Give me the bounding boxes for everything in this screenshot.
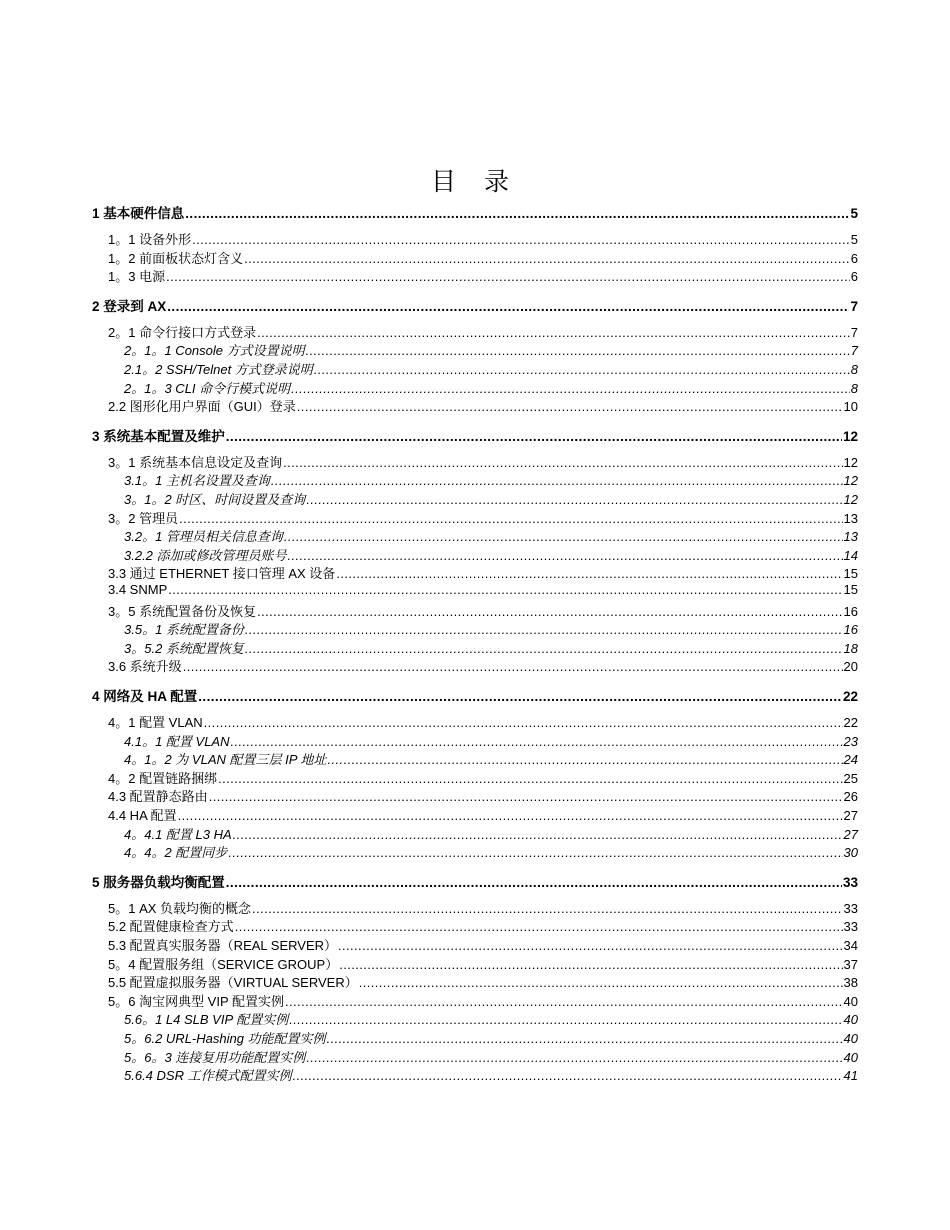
toc-page-number: 16 [843,622,858,638]
toc-entry-label: 4。1。2 为 VLAN 配置三层 IP 地址 [124,752,327,768]
toc-page-number: 23 [843,733,858,749]
dot-leader [336,566,842,581]
toc-entry-label: 3 系统基本配置及维护 [92,428,225,444]
toc-entry-label: 5.6.4 DSR 工作模式配置实例 [124,1068,292,1084]
dot-leader [257,604,842,619]
toc-page-number: 13 [843,529,858,545]
toc-entry-label: 4.3 配置静态路由 [108,789,208,805]
toc-page-number: 37 [843,956,858,972]
toc-subsection-entry[interactable] [124,489,858,505]
toc-entry-label: 4.1。1 配置 VLAN [124,733,230,749]
toc-entry-label: 1。2 前面板状态灯含义 [108,250,244,266]
toc-entry-label: 4。2 配置链路捆绑 [108,770,218,786]
dot-leader [306,343,850,358]
toc-subsection-entry[interactable] [124,526,858,545]
toc-page-number: 27 [843,826,858,842]
toc-entry-label: 5.5 配置虚拟服务器（VIRTUAL SERVER） [108,975,358,991]
toc-subsection-entry[interactable] [124,749,858,768]
toc-section-entry[interactable] [108,768,858,784]
dot-leader [185,206,849,221]
dot-leader [257,325,850,340]
dot-leader [306,1050,842,1065]
dot-leader [293,1068,843,1083]
toc-entry-label: 5。4 配置服务组（SERVICE GROUP） [108,956,339,972]
dot-leader [289,1012,842,1027]
dot-leader [245,622,843,637]
toc-page-number: 34 [843,938,858,953]
toc-page-number: 7 [850,343,858,359]
toc-page-number: 16 [843,603,858,619]
toc-section-entry[interactable] [108,805,858,821]
toc-entry-label: 5。6.2 URL-Hashing 功能配置实例 [124,1031,326,1046]
toc-section-entry[interactable] [108,396,858,415]
toc-page-number: 13 [843,510,858,526]
toc-entry-label: 3.2。1 管理员相关信息查询 [124,529,283,545]
toc-page-number: 22 [842,689,858,704]
page-title: 目 录 [431,167,519,196]
dot-leader [233,827,843,842]
toc-subsection-entry[interactable] [124,1028,858,1044]
toc-entry-label: 3.2.2 添加或修改管理员账号 [124,547,287,563]
toc-page-number: 26 [843,789,858,805]
dot-leader [226,875,842,890]
toc-page-number: 33 [842,874,858,890]
dot-leader [167,299,849,314]
dot-leader [314,362,850,377]
toc-subsection-entry[interactable] [124,378,858,394]
toc-subsection-entry[interactable] [124,1047,858,1063]
toc-entry-label: 1。3 电源 [108,269,166,285]
toc-section-entry[interactable] [108,563,858,582]
dot-leader [284,529,843,544]
toc-entry-label: 1 基本硬件信息 [92,206,185,221]
toc-page-number: 10 [843,399,858,415]
toc-page-number: 38 [843,975,858,991]
toc-subsection-entry[interactable] [124,340,858,359]
dot-leader [306,492,842,507]
dot-leader [179,511,842,526]
toc-page-number: 5 [850,206,858,221]
toc-section-entry[interactable] [108,991,858,1007]
toc-entry-label: 2.2 图形化用户界面（GUI）登录 [108,399,296,415]
toc-page-number: 8 [850,380,858,396]
toc-entry-label: 3。2 管理员 [108,510,179,526]
toc-subsection-entry[interactable] [124,619,858,638]
toc-entry-label: 3。1 系统基本信息设定及查询 [108,454,283,470]
dot-leader [291,381,850,396]
toc-page-number: 22 [843,715,858,730]
toc-section-entry[interactable] [108,935,858,951]
toc-section-entry[interactable] [108,601,858,617]
toc-page-number: 40 [843,1031,858,1046]
toc-section-entry[interactable] [108,582,858,598]
toc-entry-label: 5.3 配置真实服务器（REAL SERVER） [108,938,337,953]
toc-chapter-entry[interactable] [92,685,858,704]
toc-entry-label: 2。1。1 Console 方式设置说明 [124,343,305,359]
toc-page-number: 40 [843,1049,858,1065]
toc-entry-label: 4。1 配置 VLAN [108,715,203,730]
toc-page-number: 15 [843,582,858,597]
toc-entry-label: 4。4。2 配置同步 [124,845,228,861]
toc-section-entry[interactable] [108,972,858,991]
dot-leader [235,919,843,934]
dot-leader [228,845,842,860]
toc-entry-label: 5。6。3 连接复用功能配置实例 [124,1049,306,1065]
toc-entry-label: 2。1。3 CLI 命令行模式说明 [124,380,291,396]
toc-subsection-entry[interactable] [124,470,858,489]
toc-entry-label: 2 登录到 AX [92,298,167,314]
dot-leader [198,689,842,704]
toc-page-number: 33 [843,900,858,916]
toc-entry-label: 5.2 配置健康检查方式 [108,919,234,935]
toc-entry-label: 3.5。1 系统配置备份 [124,622,244,638]
toc-chapter-entry[interactable] [92,871,858,890]
toc-page-number: 33 [843,919,858,935]
toc-page-number: 7 [850,298,858,314]
toc-entry-label: 4.4 HA 配置 [108,808,177,823]
toc-page-number: 14 [843,547,858,563]
toc-subsection-entry[interactable] [124,638,858,654]
toc-entry-label: 5.6。1 L4 SLB VIP 配置实例 [124,1012,289,1028]
toc-entry-label: 2。1 命令行接口方式登录 [108,324,257,340]
toc-page-number: 25 [843,770,858,786]
dot-leader [168,582,842,597]
toc-section-entry[interactable] [108,266,858,285]
toc-page-number: 12 [842,428,858,444]
toc-subsection-entry[interactable] [124,545,858,561]
toc-chapter-entry[interactable] [92,425,858,444]
toc-section-entry[interactable] [108,322,858,338]
toc-entry-label: 3。5.2 系统配置恢复 [124,640,244,656]
dot-leader [252,901,843,916]
dot-leader [297,399,843,414]
toc-page-number: 7 [850,324,858,340]
toc-page-number: 15 [843,566,858,582]
toc-page-number: 20 [843,659,858,675]
toc-page-number: 12 [843,473,858,489]
toc-entry-label: 5。1 AX 负载均衡的概念 [108,900,252,916]
toc-section-entry[interactable] [108,508,858,524]
toc-subsection-entry[interactable] [124,359,858,375]
toc-entry-label: 4。4.1 配置 L3 HA [124,826,232,842]
toc-entry-label: 3.6 系统升级 [108,659,182,675]
toc-section-entry[interactable] [108,656,858,675]
dot-leader [285,994,843,1009]
toc-entry-label: 5 服务器负载均衡配置 [92,874,225,890]
toc-entry-label: 5。6 淘宝网典型 VIP 配置实例 [108,993,285,1009]
toc-section-entry[interactable] [108,712,858,728]
dot-leader [244,251,850,266]
dot-leader [288,548,843,563]
toc-page-number: 12 [843,454,858,470]
dot-leader [226,429,842,444]
toc-entry-label: 2.1。2 SSH/Telnet 方式登录说明 [124,362,313,377]
toc-page-number: 40 [843,993,858,1009]
dot-leader [166,269,850,284]
toc-page-number: 12 [843,492,858,507]
toc-page-number: 6 [850,269,858,285]
toc-page-number: 40 [843,1012,858,1028]
toc-chapter-entry[interactable] [92,295,858,314]
toc-entry-label: 3.1。1 主机名设置及查询 [124,473,270,489]
dot-leader [209,789,843,804]
toc-page-number: 18 [843,640,858,656]
dot-leader [338,938,843,953]
toc-entry-label: 3.4 SNMP [108,582,168,597]
toc-subsection-entry[interactable] [124,842,858,861]
toc-subsection-entry[interactable] [124,731,858,747]
dot-leader [359,975,843,990]
dot-leader [204,715,843,730]
dot-leader [339,957,842,972]
toc-section-entry[interactable] [108,786,858,805]
dot-leader [271,473,843,488]
toc-subsection-entry[interactable] [124,1065,858,1084]
dot-leader [327,1031,843,1046]
toc-page-number: 27 [843,808,858,823]
toc-page-number: 8 [850,362,858,377]
dot-leader [192,232,850,247]
toc-page-number: 6 [850,250,858,266]
toc-page-number: 24 [843,752,858,768]
toc-entry-label: 3。1。2 时区、时间设置及查询 [124,492,306,507]
dot-leader [218,771,842,786]
toc-page-number: 5 [850,232,858,247]
toc-subsection-entry[interactable] [124,1009,858,1028]
toc-entry-label: 3.3 通过 ETHERNET 接口管理 AX 设备 [108,566,336,582]
toc-page-number: 30 [843,845,858,861]
toc-section-entry[interactable] [108,898,858,914]
toc-section-entry[interactable] [108,916,858,935]
toc-subsection-entry[interactable] [124,824,858,840]
toc-section-entry[interactable] [108,248,858,264]
toc-section-entry[interactable] [108,954,858,970]
dot-leader [245,641,843,656]
toc-page-number: 41 [843,1068,858,1084]
dot-leader [231,734,843,749]
dot-leader [183,659,843,674]
toc-chapter-entry[interactable] [92,202,858,221]
dot-leader [328,752,843,767]
toc-section-entry[interactable] [108,229,858,245]
toc-entry-label: 4 网络及 HA 配置 [92,689,198,704]
toc-entry-label: 1。1 设备外形 [108,232,192,247]
toc-section-entry[interactable] [108,452,858,468]
toc-entry-label: 3。5 系统配置备份及恢复 [108,603,257,619]
dot-leader [283,455,842,470]
dot-leader [178,808,843,823]
